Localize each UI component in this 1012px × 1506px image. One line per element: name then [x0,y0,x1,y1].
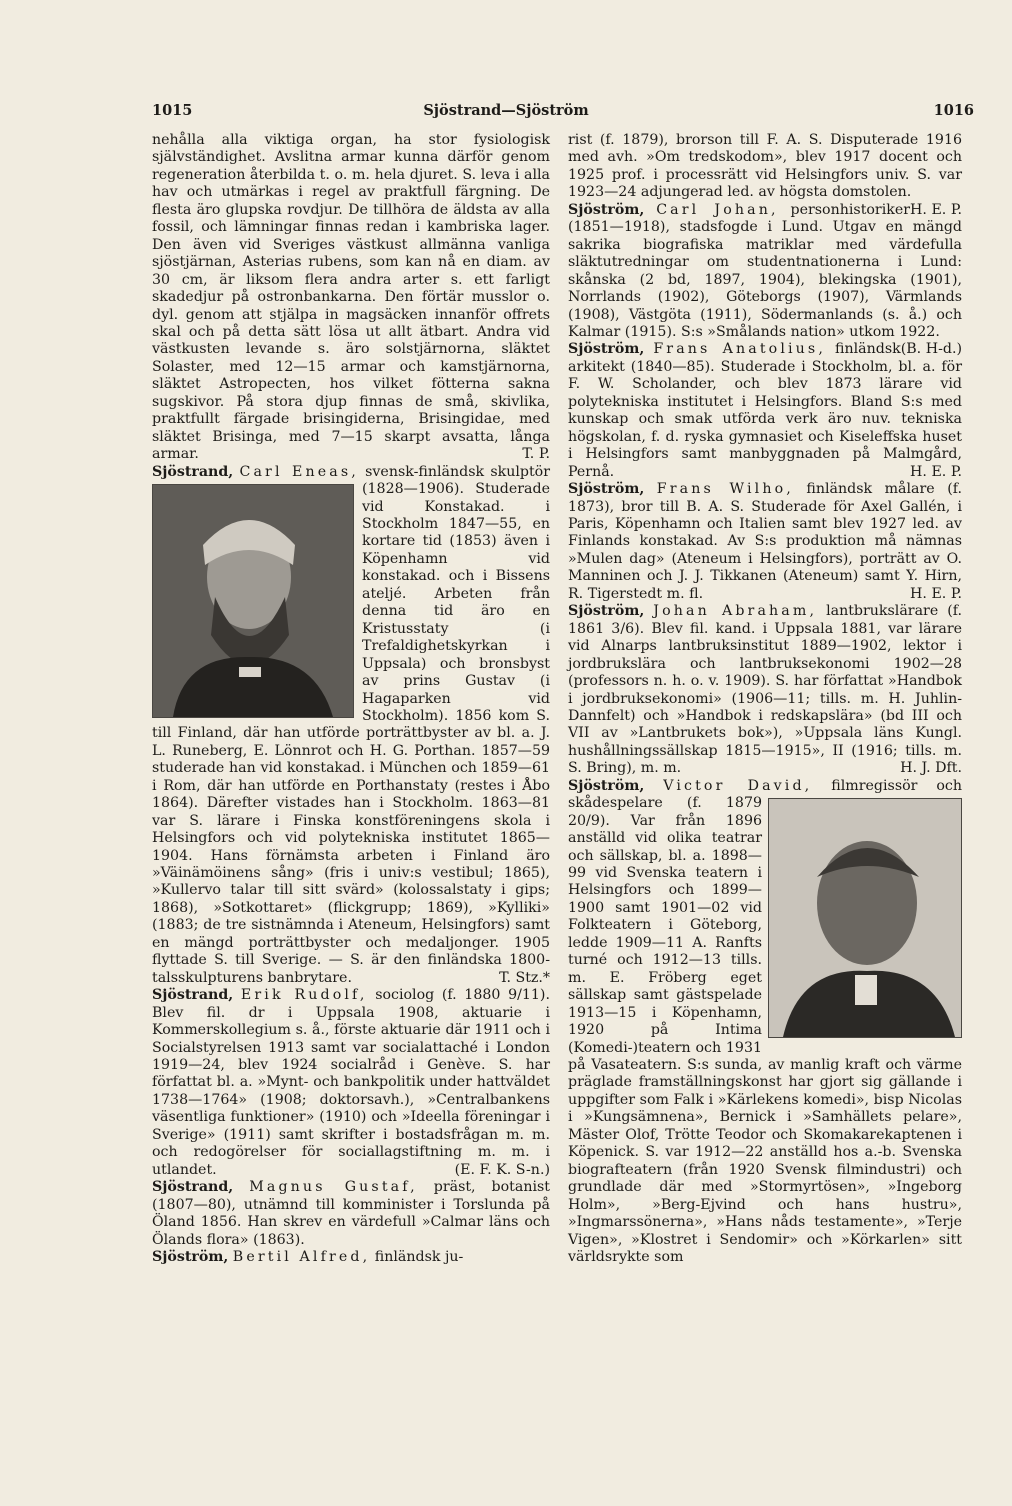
entry-text: finländsk ju- [374,1249,464,1265]
entry-given-name: Magnus Gustaf, [249,1179,418,1196]
right-column [568,132,962,1266]
page-number-right: 1016 [933,102,974,119]
entry-given-name: Erik Rudolf, [240,987,368,1004]
entry-given-name: Johan Abraham, [653,603,818,620]
portrait-photo [152,484,354,718]
entry-headword: Sjöström, [568,341,645,358]
left-column [152,132,550,1266]
entry-text: svensk-finländsk skulptör (1828—1906). Studerade vid Konstakad. i Stockholm 1847—55, en kortare tid (1853) även i Köpenhamn vid konstakad. och i Bissens ateljé. Arbeten från denna tid äro en Kristusstaty (i Trefaldighetskyrkan i Uppsala) och bronsbyst av prins Gustav (i Hagaparken vid Stockholm). 1856 kom S. till Finland, där han utförde porträttbyster av bl. a. J. L. Runeberg, E. Lönnrot och H. G. Porthan. 1857—59 studerade han vid konstakad. i München och 1859—61 i Rom, där han utförde en Porthanstaty (restes i Åbo 1864). Därefter vistades han i Stockholm. 1863—81 var S. lärare i Finska konstföreningens skola i Helsingfors och vid polytekniska institutet 1865—1904. Hans förnämsta arbeten i Finland äro »Väinämöinens sång» (fris i univ:s vestibul; 1865), »Kullervo talar till sitt svärd» (kolossalstaty i gips; 1868), »Sotkottaret» (flickgrupp; 1869), »Kylliki» (1883; de tre sistnämnda i Ateneum, Helsingfors) samt en mängd porträttbyster och medaljonger. 1905 flyttade S. till Sverige. — S. är den finländska 1800-talsskulpturens banbrytare. [152,463,550,986]
entry-text: personhistoriker (1851—1918), stadsfogde i Lund. Utgav en mängd sakrika biografiska matriklar med värdefulla släktutredningar om studentnationerna i Lund: skånska (2 bd, 1897, 1904), blekingska (1901), Norrlands (1902), Göteborgs (1907), Värmlands (1908), Västgöta (1911), Södermanlands (s. å.) och Kalmar (1915). S:s »Smålands nation» utkom 1922. [568,201,962,340]
article-entry [152,987,550,1179]
article-entry [568,341,962,481]
author-signature: (E. F. K. S-n.) [454,1161,550,1178]
entry-given-name: Frans Wilho, [656,481,794,498]
author-signature: H. J. Dft. [900,760,962,777]
entry-given-name: Frans Anatolius, [653,341,826,358]
page-number-left: 1015 [152,102,193,119]
entry-text: finländsk målare (f. 1873), bror till B. A. S. Studerade för Axel Gallén, i Paris, Köpenhamn och Italien samt blev 1927 led. av Finlands konstakad. Av S:s produktion må nämnas »Mulen dag» (Ateneum i Helsingfors), porträtt av O. Manninen och J. J. Tikkanen (Ateneum) samt Y. Hirn, R. Tigerstedt m. fl. [568,481,962,602]
entry-given-name: Carl Eneas, [239,463,359,480]
entry-headword: Sjöström, [568,603,645,620]
running-header: Sjöstrand—Sjöström [423,102,589,119]
entry-text: filmregissör och skådespelare (f. 1879 20/9). Var från 1896 anställd vid olika teatrar och sällskap, bl. a. 1898—99 vid Svenska teatern i Helsingfors och 1899—1900 samt 1901—02 vid Folkteatern i Göteborg, ledde 1909—11 A. Ranfts turné och 1912—13 tills. m. E. Fröberg eget sällskap samt gästspelade 1913—15 i Köpenhamn, 1920 på Intima (Komedi-)teatern och 1931 på Vasateatern. S:s sunda, av manlig kraft och värme präglade framställningskonst har gjort sig gällande i uppgifter som Falk i »Kärlekens komedi», bisp Nicolas i »Kungsämnena», Bernick i »Samhällets pelare», Mäster Olof, Trötte Teodor och Skomakarekaptenen i Köpenick. S. var 1912—22 anställd hos a.-b. Svenska biografteatern (från 1920 Svensk filmindustri) och grundlade där med »Stormyrtösen», »Ingeborg Holm», »Berg-Ejvind och hans hustru», »Ingmarssönerna», »Hans nåds testamente», »Terje Vigen», »Klostret i Sendomir» och »Körkarlen» sitt världsrykte som [568,777,963,1265]
entry-headword: Sjöstrand, [152,1179,234,1196]
entry-given-name: Bertil Alfred, [232,1249,371,1265]
article-entry [152,464,550,988]
entry-headword: Sjöström, [568,777,645,794]
entry-text: sociolog (f. 1880 9/11). Blev fil. dr i Uppsala 1908, aktuarie i Kommerskollegium s. å., förste aktuarie där 1911 och i Socialstyrelsen 1913 samt var socialattaché i London 1919—24, blev 1924 socialråd i Genève. S. har författat bl. a. »Mynt- och bankpolitik under hattväldet 1738—1764» (1908; doktorsavh.), »Centralbankens väsentliga funktioner» (1910) och »Ideella föreningar i Sverige» (1911) samt skrifter i bostadsfrågan m. m. och redogörelser för sociallagstiftning m. m. i utlandet. [152,987,550,1178]
entry-given-name: Carl Johan, [656,201,779,218]
article-entry [568,778,962,1267]
entry-text: lantbrukslärare (f. 1861 3/6). Blev fil. kand. i Uppsala 1881, var lärare vid Alnarps lantbruksinstitut 1889—1902, lektor i jordbrukslära och lantbruksekonomi 1902—28 (professors n. h. o. v. 1909). S. har författat »Handbok i jordbruksekonomi» (1906—11; tills. m. H. Juhlin-Dannfelt) och »Handbok i redskapslära» (bd III och VII av »Lantbrukets bok»), »Uppsala läns Kungl. hushållningssällskap 1815—1915», II (1916; tills. m. S. Bring), m. m. [568,603,962,777]
author-signature: T. Stz.* [499,969,550,986]
entry-text: nehålla alla viktiga organ, ha stor fysiologisk självständighet. Avslitna armar kunna därför genom regeneration återbilda t. o. m. hela djuret. S. leva i alla hav och utmärkas i regel av praktfull färgning. De flesta äro glupska rovdjur. De tillhöra de äldsta av alla fossil, och lämningar finnas redan i kambriska lager. Den även vid Sveriges västkust allmänna vanliga sjöstjärnan, Asterias rubens, som kan nå en diam. av 30 cm, är liksom flera andra arter s. ett farligt skadedjur på ostronbankarna. Den förtär musslor o. dyl. genom att stjälpa in magsäcken innanför offrets skal och på detta sätt lösa ut allt ätbart. Andra vid västkusten levande s. äro solstjärnorna, släktet Solaster, med 12—15 armar och kamstjärnorna, släktet Astropecten, hos vilket fötterna sakna sugskivor. På stora djup finnas de små, skivlika, praktfullt färgade brisingiderna, Brisingidae, med släktet Brisinga, med 7—15 skarpt avsatta, långa armar. [152,132,550,463]
author-signature: (B. H-d.) [900,341,962,358]
entry-headword: Sjöström, [568,201,645,218]
entry-headword: Sjöström, [568,481,645,498]
article-entry [152,1179,550,1249]
author-signature: H. E. P. [910,585,962,602]
author-signature: H. E. P. [910,201,962,218]
article-entry [152,132,550,464]
portrait-photo [768,798,962,1038]
portrait-victor-sjostrom [769,799,961,1037]
author-signature: H. E. P. [910,463,962,480]
entry-text: rist (f. 1879), brorson till F. A. S. Disputerade 1916 med avh. »Om tredskodom», blev 1917 docent och 1925 prof. i processrätt vid Helsingfors univ. S. var 1923—24 adjungerad led. av högsta domstolen. [568,132,962,201]
portrait-carl-eneas-sjostrand [153,485,353,717]
entry-text: präst, botanist (1807—80), utnämnd till komminister i Torslunda på Öland 1856. Han skrev en värdefull »Calmar läns och Ölands flora» (1863). [152,1179,550,1248]
article-entry [568,603,962,778]
author-signature: T. P. [522,446,550,463]
article-entry [152,1249,550,1266]
article-entry [568,481,962,603]
entry-text: finländsk arkitekt (1840—85). Studerade i Stockholm, bl. a. för F. W. Scholander, och blev 1873 lärare vid polytekniska institutet i Helsingfors. Bland S:s med kunskap och smak utförda verk äro nuv. tekniska högskolan, f. d. ryska gymnasiet och Kiseleffska huset i Helsingfors samt manbyggnaden på Malmgård, Pernå. [568,341,962,480]
entry-given-name: Victor David, [663,777,813,794]
entry-headword: Sjöstrand, [152,463,234,480]
entry-headword: Sjöstrand, [152,987,234,1004]
entry-headword: Sjöström, [152,1249,229,1265]
